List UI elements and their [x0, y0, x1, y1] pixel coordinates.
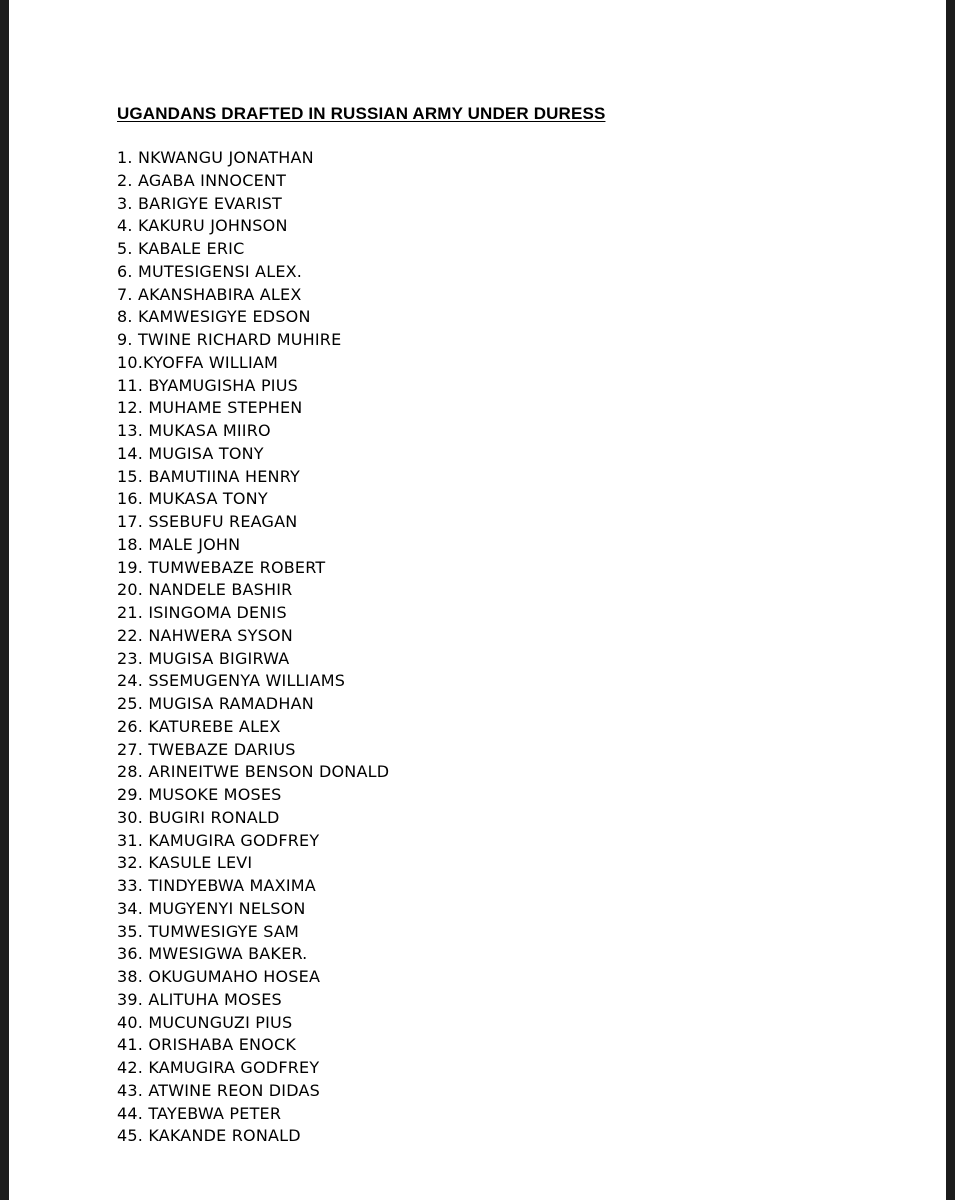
list-item: 8. KAMWESIGYE EDSON	[117, 307, 311, 327]
list-item: 9. TWINE RICHARD MUHIRE	[117, 330, 342, 349]
list-item: 4. KAKURU JOHNSON	[117, 216, 288, 236]
list-item: 35. TUMWESIGYE SAM	[117, 921, 299, 941]
list-item: 32. KASULE LEVI	[117, 853, 253, 873]
list-item: 16. MUKASA TONY	[117, 489, 268, 509]
list-item: 44. TAYEBWA PETER	[117, 1103, 282, 1123]
list-item: 36. MWESIGWA BAKER.	[117, 944, 308, 964]
list-item: 21. ISINGOMA DENIS	[117, 603, 287, 622]
right-page-border	[946, 0, 955, 1200]
list-item: 42. KAMUGIRA GODFREY	[117, 1058, 320, 1077]
list-item: 11. BYAMUGISHA PIUS	[117, 375, 298, 395]
list-item: 22. NAHWERA SYSON	[117, 625, 293, 645]
list-item: 10.KYOFFA WILLIAM	[117, 352, 279, 372]
list-item: 27. TWEBAZE DARIUS	[117, 739, 296, 759]
list-item: 29. MUSOKE MOSES	[117, 785, 282, 804]
list-item: 34. MUGYENYI NELSON	[117, 898, 306, 918]
list-item: 41. ORISHABA ENOCK	[117, 1035, 297, 1055]
list-item: 31. KAMUGIRA GODFREY	[117, 830, 320, 850]
list-item: 24. SSEMUGENYA WILLIAMS	[117, 671, 346, 691]
list-item: 39. ALITUHA MOSES	[117, 989, 282, 1009]
list-item: 3. BARIGYE EVARIST	[117, 193, 283, 213]
list-item: 5. KABALE ERIC	[117, 239, 245, 258]
list-item: 14. MUGISA TONY	[117, 443, 264, 463]
list-item: 40. MUCUNGUZI PIUS	[117, 1012, 293, 1032]
list-item: 20. NANDELE BASHIR	[117, 580, 293, 600]
list-item: 12. MUHAME STEPHEN	[117, 398, 303, 418]
list-item: 7. AKANSHABIRA ALEX	[117, 284, 302, 304]
document-page	[9, 0, 946, 1200]
list-item: 25. MUGISA RAMADHAN	[117, 694, 314, 713]
list-item: 1. NKWANGU JONATHAN	[117, 148, 314, 167]
names-list	[117, 147, 389, 1148]
list-item: 30. BUGIRI RONALD	[117, 807, 280, 827]
document-title: UGANDANS DRAFTED IN RUSSIAN ARMY UNDER DURESS	[117, 104, 606, 123]
list-item: 17. SSEBUFU REAGAN	[117, 512, 298, 531]
list-item: 33. TINDYEBWA MAXIMA	[117, 876, 316, 895]
list-item: 43. ATWINE REON DIDAS	[117, 1080, 320, 1100]
list-item: 18. MALE JOHN	[117, 534, 241, 554]
list-item: 28. ARINEITWE BENSON DONALD	[117, 762, 390, 782]
list-item: 6. MUTESIGENSI ALEX.	[117, 261, 303, 281]
left-page-border	[0, 0, 9, 1200]
list-item: 2. AGABA INNOCENT	[117, 170, 287, 190]
list-item: 19. TUMWEBAZE ROBERT	[117, 557, 326, 577]
list-item: 23. MUGISA BIGIRWA	[117, 648, 290, 668]
list-item: 38. OKUGUMAHO HOSEA	[117, 967, 321, 986]
list-item: 45. KAKANDE RONALD	[117, 1126, 301, 1146]
list-item: 26. KATUREBE ALEX	[117, 716, 281, 736]
list-item: 13. MUKASA MIIRO	[117, 421, 271, 440]
list-item: 15. BAMUTIINA HENRY	[117, 466, 300, 486]
